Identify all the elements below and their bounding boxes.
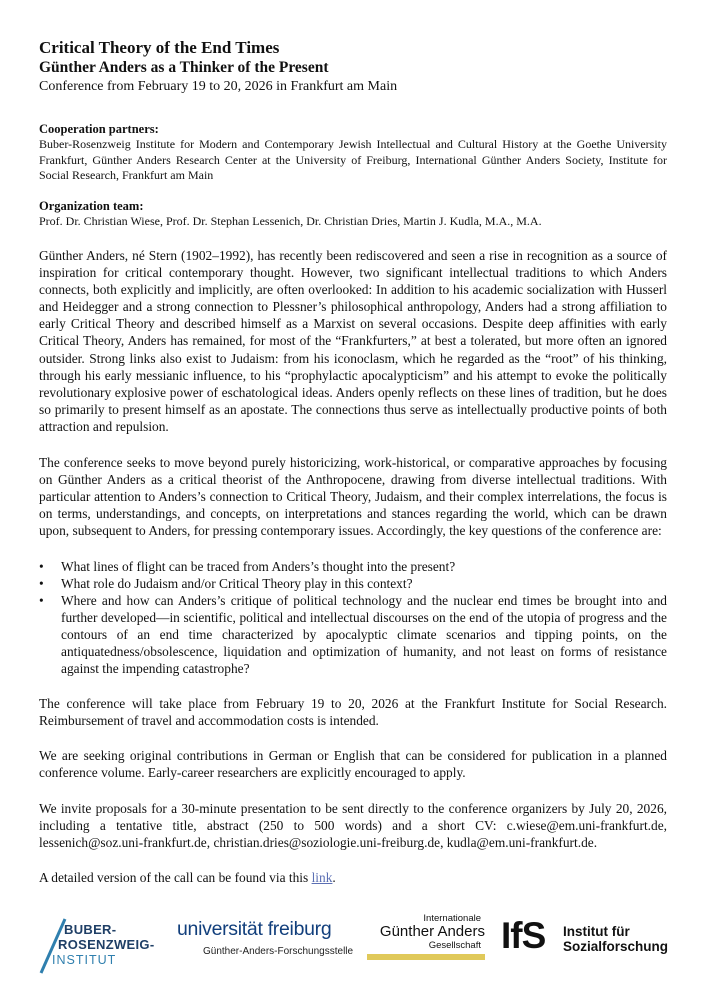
list-item [39, 575, 667, 592]
team-text: Prof. Dr. Christian Wiese, Prof. Dr. Stephan Lessenich, Dr. Christian Dries, Martin J. Kudla, M.A., M.A. [39, 213, 542, 228]
uni-freiburg-logo [177, 918, 357, 968]
buber-line-1: BUBER- [64, 922, 117, 937]
buber-line-3: INSTITUT [52, 953, 117, 967]
buber-line-2: ROSENZWEIG- [58, 937, 155, 952]
bullet: • [39, 558, 44, 574]
focus-paragraph: The conference seeks to move beyond purely historicizing, work-historical, or comparative approaches by focusing on Günther Anders as a critical theorist of the Anthropocene, drawing from diverse intellectual traditions. With particular attention to Anders’s connection to Critical Theory, Judaism, and their complex interrelations, the focus is on terms, understandings, and concepts, on interpretations and stances regarding the world, which can be drawn upon, subsequent to Anders, for pressing contemporary issues. Accordingly, the key questions of the conference are: [39, 455, 667, 539]
key-questions-list [39, 558, 667, 678]
link-paragraph [39, 869, 667, 886]
freiburg-wordmark: universität freiburg [177, 918, 332, 940]
freiburg-subtitle: Günther-Anders-Forschungsstelle [203, 946, 354, 957]
conference-dates: Conference from February 19 to 20, 2026 in Frankfurt am Main [39, 79, 398, 94]
page-title: Critical Theory of the End Times [39, 38, 280, 57]
buber-rosenzweig-logo [38, 917, 168, 973]
bullet: • [39, 575, 44, 591]
ifs-name [563, 924, 668, 954]
partners-text: Buber-Rosenzweig Institute for Modern and Contemporary Jewish Intellectual and Cultural History at the Goethe University Frankfurt, Günther Anders Research Center at the University of Freiburg, International Günther Anders Society, Institute for Social Research, Frankfurt am Main [39, 137, 667, 182]
team-label: Organization team: [39, 198, 144, 213]
guenther-anders-society-logo [367, 913, 485, 973]
ga-line-2: Günther Anders [379, 923, 485, 940]
call-link[interactable]: link [311, 869, 333, 885]
ifs-mark: IfS [501, 915, 546, 956]
question-text: What role do Judaism and/or Critical Theory play in this context? [61, 575, 413, 591]
venue-paragraph: The conference will take place from February 19 to 20, 2026 at the Frankfurt Institute for Social Research. Reimbursement of travel and accommodation costs is intended. [39, 696, 667, 729]
intro-paragraph: Günther Anders, né Stern (1902–1992), has recently been rediscovered and seen a rise in recognition as a source of inspiration for critical contemporary thought. However, two significant intellectual traditions to which Anders connects, both explicitly and implicitly, are often overlooked: In addition to his academic socialization with Husserl and Heidegger and a strong connection to Plessner’s philosophical anthropology, Anders had a strong affiliation to early Critical Theory and described himself as a Marxist on several occasions. Despite deep affinities with early Critical Theory, Anders has remained, for most of the “Frankfurters,” at best a tolerated, but more often an ignored outsider. Strong links also exist to Judaism: from his iconoclasm, which he regarded as the “root” of his thinking, through his early messianic influence, to his “prophylactic apocalypticism” and his attempt to evoke the politically revolutionary explosive power of eschatological ideas. Anders openly reflects on these lines of tradition, but he does so primarily to present himself as an apostate. The connections thus serve as intellectually productive points of both attraction and repulsion. [39, 248, 667, 434]
document-page [39, 37, 667, 886]
partners-label: Cooperation partners: [39, 122, 159, 136]
partner-logos [0, 905, 703, 985]
ifs-logo [501, 915, 671, 962]
ifs-line-1: Institut für [563, 924, 630, 939]
page-subtitle: Günther Anders as a Thinker of the Present [39, 59, 329, 76]
ga-line-3: Gesellschaft [428, 940, 481, 951]
ga-line-1: Internationale [423, 913, 481, 924]
link-prefix: A detailed version of the call can be found via this [39, 869, 312, 885]
list-item [39, 592, 667, 677]
contributions-paragraph: We are seeking original contributions in German or English that can be considered for publication in a planned conference volume. Early-career researchers are explicitly encouraged to apply. [39, 748, 667, 781]
bullet: • [39, 592, 44, 608]
proposals-paragraph: We invite proposals for a 30-minute presentation to be sent directly to the conference organizers by July 20, 2026, including a tentative title, abstract (250 to 500 words) and a short CV: c.wiese@em.uni-frankfurt.de, lessenich@soz.uni-frankfurt.de, christian.dries@soziologie.uni-freiburg.de, kudla@em.uni-frankfurt.de. [39, 800, 667, 850]
question-text: Where and how can Anders’s critique of political technology and the nuclear end times be brought into and further developed—in scientific, political and intellectual discourses on the end of the utopia of progress and the contours of an end time characterized by apocalyptic climate scenarios and tipping points, on the antiquatedness/obsolescence, liquidation and optimization of humanity, and not least on forms of resistance against the impending catastrophe? [61, 592, 667, 677]
ga-underline-bar [367, 954, 485, 960]
link-suffix: . [332, 869, 336, 885]
ifs-line-2: Sozialforschung [563, 939, 669, 954]
list-item [39, 558, 667, 575]
question-text: What lines of flight can be traced from Anders’s thought into the present? [61, 558, 456, 574]
